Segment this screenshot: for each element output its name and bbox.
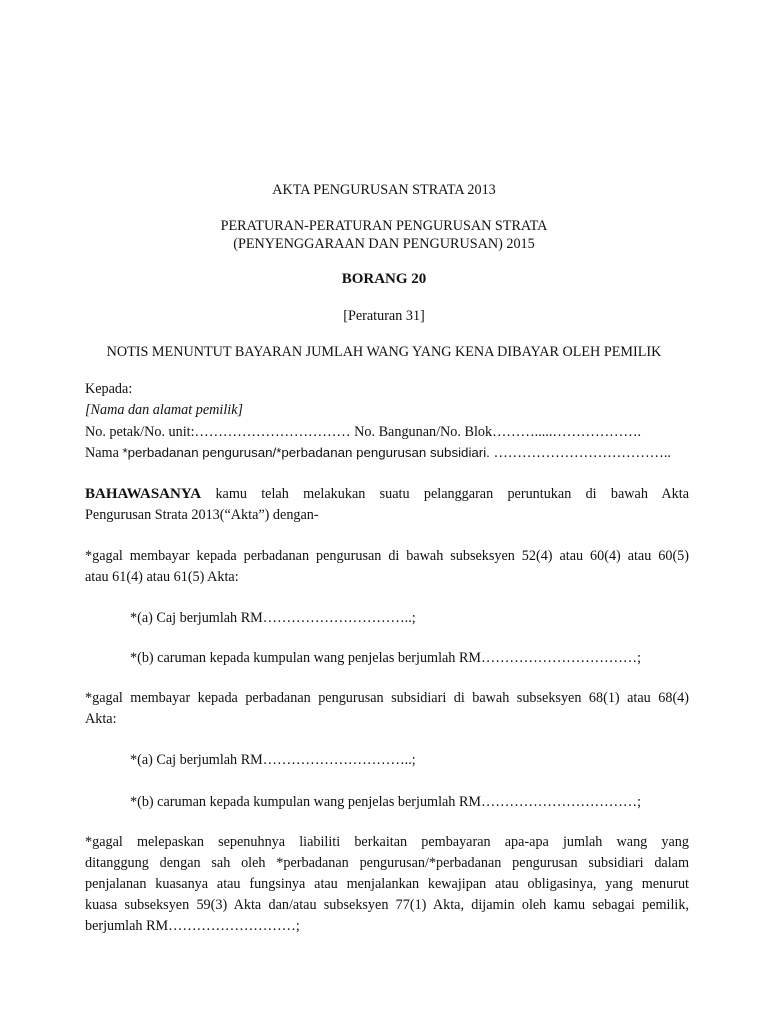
notice-title: NOTIS MENUNTUT BAYARAN JUMLAH WANG YANG KENA DIBAYAR OLEH PEMILIK <box>106 344 662 360</box>
act-title: AKTA PENGURUSAN STRATA 2013 <box>272 182 496 198</box>
whereas-line1 <box>85 486 689 503</box>
whereas-keyword: BAHAWASANYA <box>85 486 202 502</box>
section1-line2: atau 61(4) atau 61(5) Akta: <box>85 569 239 585</box>
whereas-line1-rest: kamu telah melakukan suatu pelanggaran peruntukan di bawah Akta <box>215 486 689 502</box>
section1-item-a: *(a) Caj berjumlah RM…………………………..; <box>130 610 416 626</box>
section3-line1: *gagal melepaskan sepenuhnya liabiliti berkaitan pembayaran apa-apa jumlah wang yang <box>85 834 689 850</box>
regulation-title-line2: (PENYENGGARAAN DAN PENGURUSAN) 2015 <box>233 236 535 252</box>
whereas-line2: Pengurusan Strata 2013(“Akta”) dengan- <box>85 507 319 523</box>
owner-placeholder: [Nama dan alamat pemilik] <box>85 402 244 418</box>
management-body-prefix: Nama <box>85 445 123 461</box>
section2-item-b: *(b) caruman kepada kumpulan wang penjelas berjumlah RM……………………………; <box>130 794 642 810</box>
management-body-dots: ……………………………….. <box>493 445 671 461</box>
section3-line3: penjalanan kuasanya atau fungsinya atau menjalankan kewajipan atau obligasinya, yang menurut <box>85 876 689 892</box>
section3-line4: kuasa subseksyen 59(3) Akta dan/atau subseksyen 77(1) Akta, dijamin oleh kamu sebagai pemilik, <box>85 897 689 913</box>
section1-line1: *gagal membayar kepada perbadanan pengurusan di bawah subseksyen 52(4) atau 60(4) atau 60(5) <box>85 548 689 564</box>
section2-line1: *gagal membayar kepada perbadanan pengurusan subsidiari di bawah subseksyen 68(1) atau 68(4) <box>85 690 689 706</box>
form-title: BORANG 20 <box>341 271 427 287</box>
section3-line5: berjumlah RM………………………; <box>85 918 300 934</box>
section2-item-a: *(a) Caj berjumlah RM…………………………..; <box>130 752 416 768</box>
to-label: Kepada: <box>85 381 133 397</box>
section3-line2: ditanggung dengan sah oleh *perbadanan pengurusan/*perbadanan pengurusan subsidiari dalam <box>85 855 689 871</box>
management-body-type: *perbadanan pengurusan/*perbadanan pengurusan subsidiari. <box>122 445 494 460</box>
regulation-reference: [Peraturan 31] <box>343 308 425 324</box>
section2-line2: Akta: <box>85 711 117 727</box>
management-body-line <box>85 445 671 462</box>
regulation-title-line1: PERATURAN-PERATURAN PENGURUSAN STRATA <box>220 218 548 234</box>
unit-line: No. petak/No. unit:…………………………… No. Bangunan/No. Blok……….....………………. <box>85 424 642 440</box>
section1-item-b: *(b) caruman kepada kumpulan wang penjelas berjumlah RM……………………………; <box>130 650 642 666</box>
